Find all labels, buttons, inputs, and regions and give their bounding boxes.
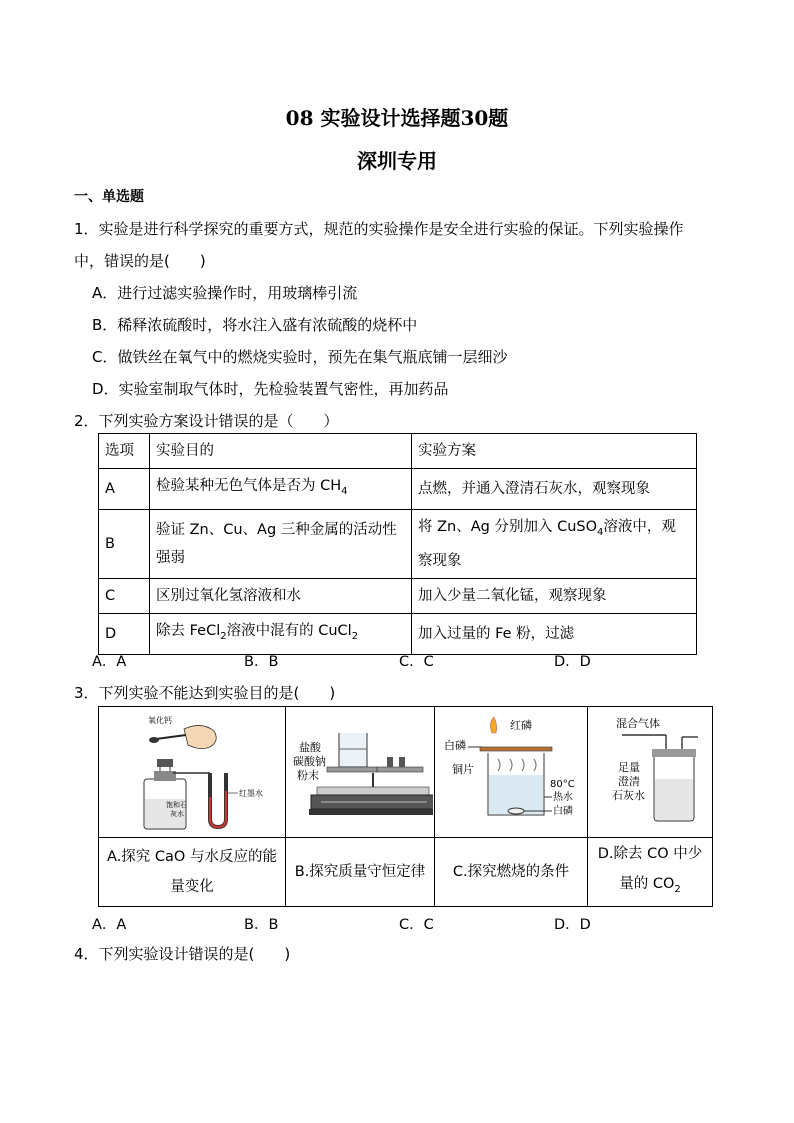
- diagram-label: 足量: [618, 761, 640, 774]
- diagram-label: 氧化钙: [148, 716, 172, 725]
- table-row: [99, 578, 697, 613]
- caption-cell-b: B.探究质量守恒定律: [286, 838, 435, 907]
- q1-stem-line2: 中，错误的是( ): [74, 252, 206, 270]
- subscript: 4: [597, 526, 604, 538]
- diagram-label: 盐酸: [299, 741, 321, 754]
- q3-choice-c: C．C: [399, 917, 434, 933]
- q1-option-b: B．稀释浓硫酸时，将水注入盛有浓硫酸的烧杯中: [92, 316, 418, 334]
- image-cell-d: [588, 707, 713, 838]
- diagram-label: 铜片: [452, 763, 474, 776]
- table-cell: D: [99, 613, 150, 654]
- cell-text: 溶液中混有的 CuCl: [226, 622, 352, 639]
- diagram-label: 红磷: [510, 719, 532, 732]
- caption-row: [99, 838, 713, 907]
- table-row: [99, 509, 697, 578]
- subscript: 4: [341, 485, 348, 497]
- q2-choice-d: D．D: [554, 654, 591, 670]
- subscript: 2: [674, 883, 681, 895]
- diagram-label: 80°C: [550, 779, 575, 790]
- image-cell-b: [286, 707, 435, 838]
- table-cell: B: [99, 509, 150, 578]
- caption-cell-a: A.探究 CaO 与水反应的能量变化: [99, 838, 286, 907]
- table-cell: C: [99, 578, 150, 613]
- q4-stem: 4．下列实验设计错误的是( ): [74, 945, 291, 963]
- q3-choice-a: A．A: [92, 917, 127, 933]
- q3-table: [98, 706, 713, 907]
- q3-choice-b: B．B: [244, 917, 279, 933]
- diagram-label: 热水: [553, 792, 573, 803]
- diagram-label: 石灰水: [612, 789, 645, 802]
- cell-text: 溶液中，观察现象: [418, 518, 676, 569]
- q3-choice-d: D．D: [554, 917, 591, 933]
- cell-text: 检验某种无色气体是否为 CH: [156, 478, 342, 494]
- subscript: 2: [220, 630, 227, 642]
- caption-text: D.除去 CO 中少量的 CO: [597, 846, 703, 893]
- gas-washing-bottle-diagram: [588, 707, 712, 833]
- table-cell: A: [99, 469, 150, 510]
- diagram-label: 澄清: [618, 775, 640, 788]
- q1-option-a: A．进行过滤实验操作时，用玻璃棒引流: [92, 284, 358, 302]
- table-cell: [150, 469, 412, 510]
- cell-text: 除去 FeCl: [156, 622, 221, 639]
- diagram-label: 饱和石: [166, 801, 187, 809]
- image-row: [99, 707, 713, 838]
- diagram-label: 白磷: [553, 806, 573, 817]
- q3-stem: 3．下列实验不能达到实验目的是( ): [74, 684, 336, 702]
- table-header-cell: 选项: [99, 434, 150, 469]
- diagram-label: 红墨水: [239, 789, 263, 798]
- q2-table: [98, 433, 697, 655]
- caption-cell-d: [588, 838, 713, 907]
- table-header-cell: 实验目的: [150, 434, 412, 469]
- section-heading: 一、单选题: [74, 189, 144, 205]
- table-row: [99, 613, 697, 654]
- diagram-label: 灰水: [170, 810, 184, 818]
- q2-choice-a: A．A: [92, 654, 127, 670]
- table-header-row: [99, 434, 697, 469]
- image-cell-a: [99, 707, 286, 838]
- table-row: [99, 469, 697, 510]
- cell-text: 将 Zn、Ag 分别加入 CuSO: [418, 518, 598, 535]
- page-title: 08 实验设计选择题30题: [285, 106, 509, 130]
- cao-water-apparatus-diagram: [100, 707, 284, 833]
- table-cell: 加入过量的 Fe 粉，过滤: [412, 613, 697, 654]
- q1-stem-line1: 1．实验是进行科学探究的重要方式，规范的实验操作是安全进行实验的保证。下列实验操作: [74, 220, 684, 238]
- q2-stem: 2．下列实验方案设计错误的是（ ）: [74, 412, 339, 430]
- table-header-cell: 实验方案: [412, 434, 697, 469]
- subscript: 2: [351, 630, 359, 642]
- table-cell: [150, 613, 412, 654]
- table-cell: 加入少量二氧化锰，观察现象: [412, 578, 697, 613]
- table-cell: 区别过氧化氢溶液和水: [150, 578, 412, 613]
- table-cell: [412, 509, 697, 578]
- diagram-label: 碳酸钠: [293, 755, 326, 768]
- q2-choice-b: B．B: [244, 654, 279, 670]
- q2-choice-c: C．C: [399, 654, 434, 670]
- combustion-conditions-diagram: [436, 707, 586, 833]
- balance-apparatus-diagram: [287, 707, 433, 833]
- page-subtitle: 深圳专用: [357, 149, 437, 173]
- q1-option-c: C．做铁丝在氧气中的燃烧实验时，预先在集气瓶底铺一层细沙: [92, 348, 508, 366]
- diagram-label: 混合气体: [616, 717, 660, 730]
- diagram-label: 白磷: [444, 739, 466, 752]
- table-cell: 验证 Zn、Cu、Ag 三种金属的活动性强弱: [150, 509, 412, 578]
- caption-cell-c: C.探究燃烧的条件: [435, 838, 588, 907]
- table-cell: 点燃，并通入澄清石灰水，观察现象: [412, 469, 697, 510]
- q1-option-d: D．实验室制取气体时，先检验装置气密性，再加药品: [92, 380, 449, 398]
- diagram-label: 粉末: [297, 769, 319, 782]
- image-cell-c: [435, 707, 588, 838]
